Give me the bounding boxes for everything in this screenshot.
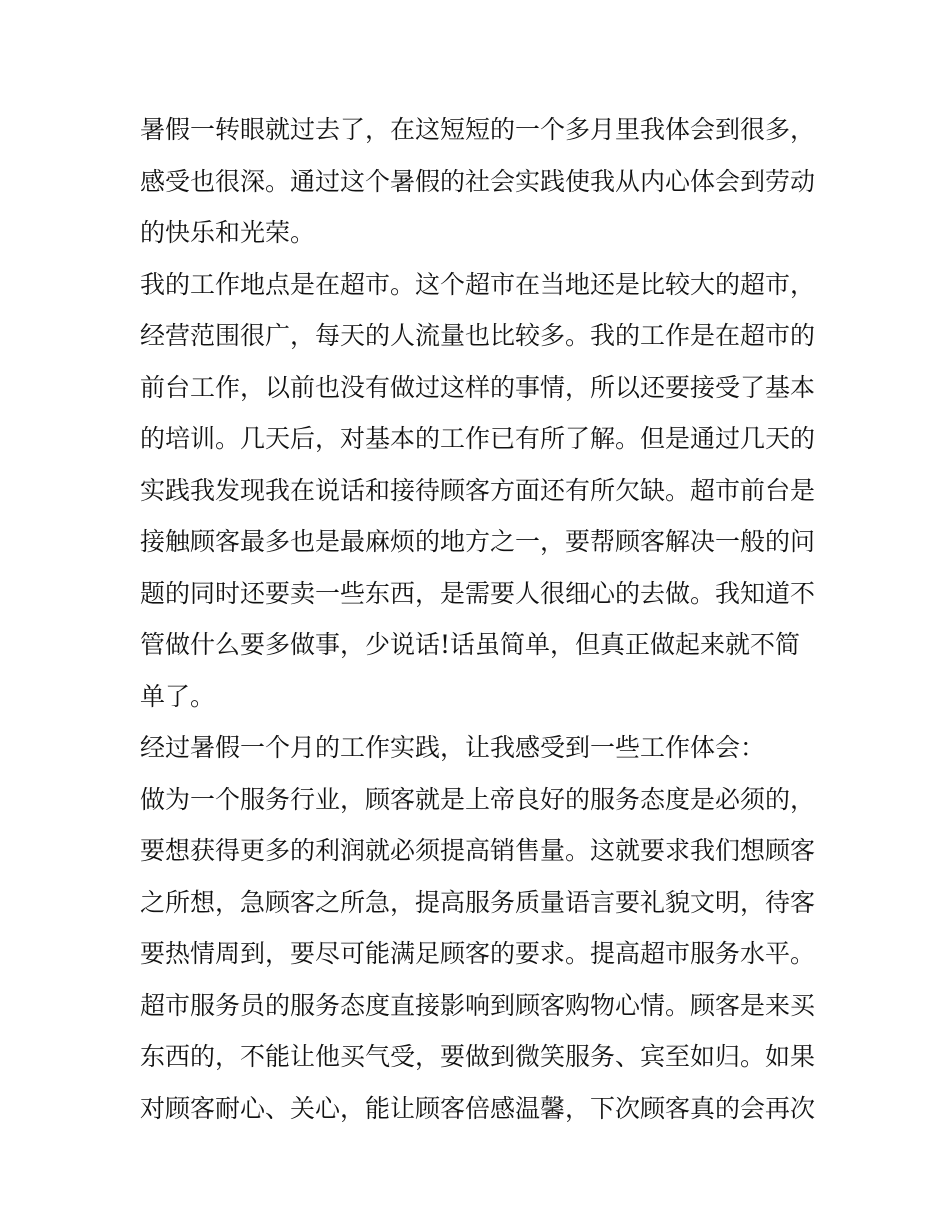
text-line-6: 前台工作，以前也没有做过这样的事情，所以还要接受了基本 — [140, 372, 816, 402]
text-line-19: 东西的，不能让他买气受，要做到微笑服务、宾至如归。如果 — [140, 1042, 816, 1071]
text-line-4: 我的工作地点是在超市。这个超市在当地还是比较大的超市， — [140, 269, 816, 299]
text-line-18: 超市服务员的服务态度直接影响到顾客购物心情。顾客是来买 — [140, 990, 816, 1020]
text-line-9: 接触顾客最多也是最麻烦的地方之一，要帮顾客解决一般的问 — [140, 527, 816, 556]
text-line-16: 之所想，急顾客之所急，提高服务质量语言要礼貌文明，待客 — [140, 887, 816, 917]
text-line-2: 感受也很深。通过这个暑假的社会实践使我从内心体会到劳动 — [140, 166, 816, 196]
text-line-10: 题的同时还要卖一些东西，是需要人很细心的去做。我知道不 — [140, 578, 816, 608]
text-line-12: 单了。 — [140, 681, 216, 711]
text-line-14: 做为一个服务行业，顾客就是上帝良好的服务态度是必须的， — [140, 784, 816, 814]
text-line-11: 管做什么要多做事，少说话!话虽简单，但真正做起来就不简 — [140, 630, 801, 659]
body-text — [140, 104, 816, 1134]
text-line-1: 暑假一转眼就过去了，在这短短的一个多月里我体会到很多， — [140, 115, 816, 144]
text-line-15: 要想获得更多的利润就必须提高销售量。这就要求我们想顾客 — [140, 836, 816, 865]
text-line-17: 要热情周到，要尽可能满足顾客的要求。提高超市服务水平。 — [140, 939, 816, 968]
text-line-8: 实践我发现我在说话和接待顾客方面还有所欠缺。超市前台是 — [140, 475, 816, 505]
text-line-13: 经过暑假一个月的工作实践，让我感受到一些工作体会： — [140, 733, 766, 762]
text-line-20: 对顾客耐心、关心，能让顾客倍感温馨，下次顾客真的会再次 — [140, 1093, 816, 1123]
text-line-5: 经营范围很广，每天的人流量也比较多。我的工作是在超市的 — [140, 321, 816, 350]
text-line-3: 的快乐和光荣。 — [140, 218, 316, 247]
text-line-7: 的培训。几天后，对基本的工作已有所了解。但是通过几天的 — [140, 424, 816, 453]
